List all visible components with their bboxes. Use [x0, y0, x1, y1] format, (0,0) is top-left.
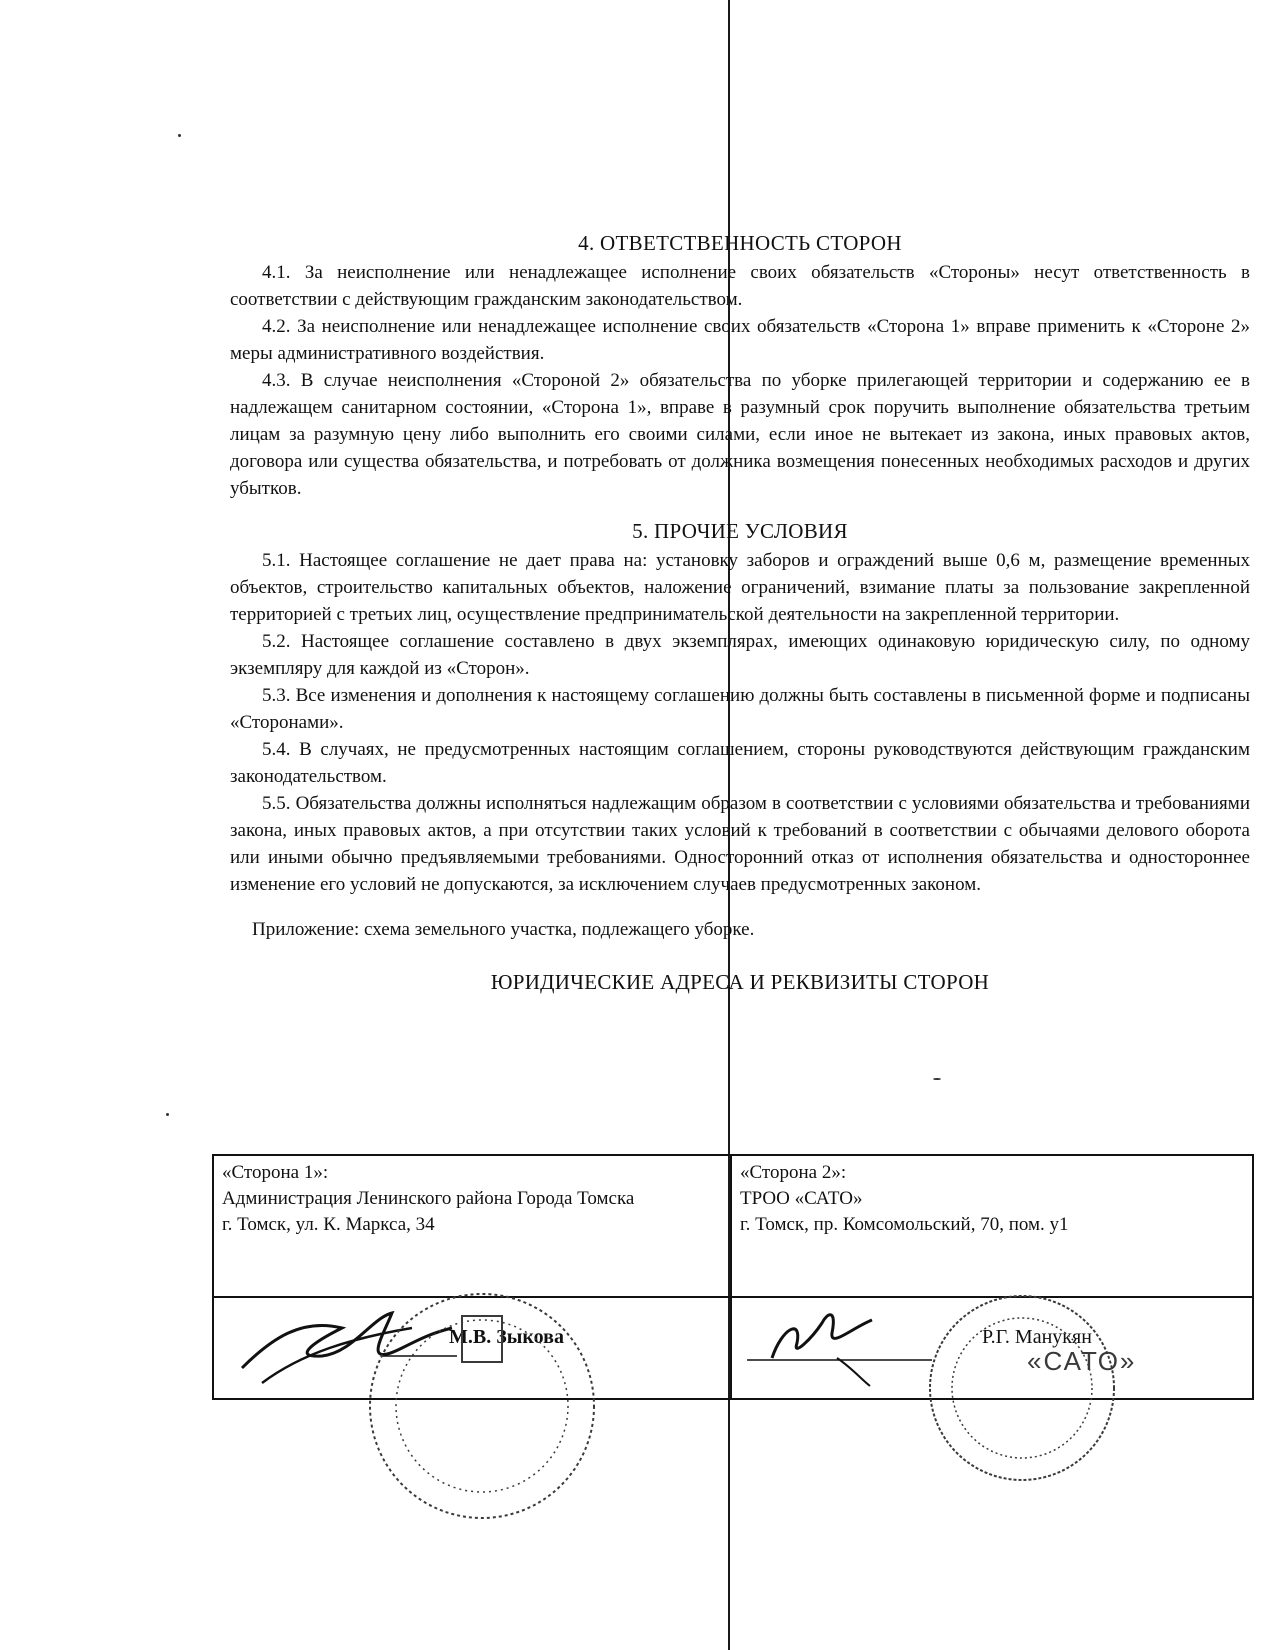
- party1-signature: [232, 1298, 462, 1388]
- requisites-table: [212, 1154, 1254, 1400]
- clause-5-5: 5.5. Обязательства должны исполняться надлежащим образом в соответствии с условиями обязательства и требованиями закона, иных правовых актов, а при отсутствии таких условий к требований в соответствии с обычаями делового оборота или иными обычно предъявляемыми требованиями. Односторонний отказ от исполнения обязательства и одностороннее изменение его условий не допускаются, за исключением случаев предусмотренных законом.: [230, 793, 1250, 895]
- scan-speck: [178, 134, 181, 137]
- party2-signature: [742, 1298, 942, 1388]
- party2-signature-cell: [731, 1297, 1253, 1399]
- requisites-title: ЮРИДИЧЕСКИЕ АДРЕСА И РЕКВИЗИТЫ СТОРОН: [490, 970, 990, 994]
- party1-name: Администрация Ленинского района Города Томска: [222, 1188, 635, 1209]
- party1-label: «Сторона 1»:: [222, 1162, 329, 1183]
- clause-5-2: 5.2. Настоящее соглашение составлено в двух экземплярах, имеющих одинаковую юридическую силу, по одному экземпляру для каждой из «Сторон».: [230, 631, 1250, 679]
- party2-label: «Сторона 2»:: [740, 1162, 847, 1183]
- party2-cell: [731, 1155, 1253, 1297]
- clause-4-1: 4.1. За неисполнение или ненадлежащее исполнение своих обязательств «Стороны» несут ответственность в соответствии с действующим гражданским законодательством.: [230, 262, 1250, 310]
- clause-5-4: 5.4. В случаях, не предусмотренных настоящим соглашением, стороны руководствуются действующим гражданским законодательством.: [230, 739, 1250, 787]
- party1-address: г. Томск, ул. К. Маркса, 34: [222, 1214, 435, 1235]
- party1-cell: [213, 1155, 731, 1297]
- party1-signature-cell: [213, 1297, 731, 1399]
- clause-5-1: 5.1. Настоящее соглашение не дает права на: установку заборов и ограждений выше 0,6 м, размещение временных объектов, строительство капитальных объектов, наложение ограничений, взимание платы за пользование закрепленной территорией с третьих лиц, осуществление предпринимательской деятельности на закрепленной территории.: [230, 550, 1250, 625]
- party2-signatory: Р.Г. Манукян: [982, 1326, 1092, 1348]
- party2-address: г. Томск, пр. Комсомольский, 70, пом. у1: [740, 1214, 1069, 1235]
- clause-5-3: 5.3. Все изменения и дополнения к настоящему соглашению должны быть составлены в письменной форме и подписаны «Сторонами».: [230, 685, 1250, 733]
- clause-4-3: 4.3. В случае неисполнения «Стороной 2» обязательства по уборке прилегающей территории и содержанию ее в надлежащем санитарном состоянии, «Сторона 1», вправе в разумный срок поручить выполнение обязательства третьим лицам за разумную цену либо выполнить его своими силами, если иное не вытекает из закона, иных правовых актов, договора или существа обязательства, и потребовать от должника возмещения понесенных необходимых расходов и других убытков.: [230, 370, 1250, 499]
- clause-4-2: 4.2. За неисполнение или ненадлежащее исполнение своих обязательств «Сторона 1» вправе применить к «Стороне 2» меры административного воздействия.: [230, 316, 1250, 364]
- party2-name: ТРОО «САТО»: [740, 1188, 863, 1209]
- document-body: [230, 230, 1250, 1012]
- scan-speck: [166, 1113, 169, 1116]
- party1-signatory: М.В. Зыкова: [449, 1326, 564, 1348]
- party2-stamp: [922, 1288, 1122, 1488]
- party2-stamp-text: «САТО»: [1027, 1346, 1137, 1376]
- section5-title: 5. ПРОЧИЕ УСЛОВИЯ: [632, 519, 848, 543]
- section4-title: 4. ОТВЕТСТВЕННОСТЬ СТОРОН: [578, 231, 902, 255]
- scan-speck: [933, 1078, 941, 1080]
- appendix-note: Приложение: схема земельного участка, подлежащего уборке.: [252, 919, 755, 940]
